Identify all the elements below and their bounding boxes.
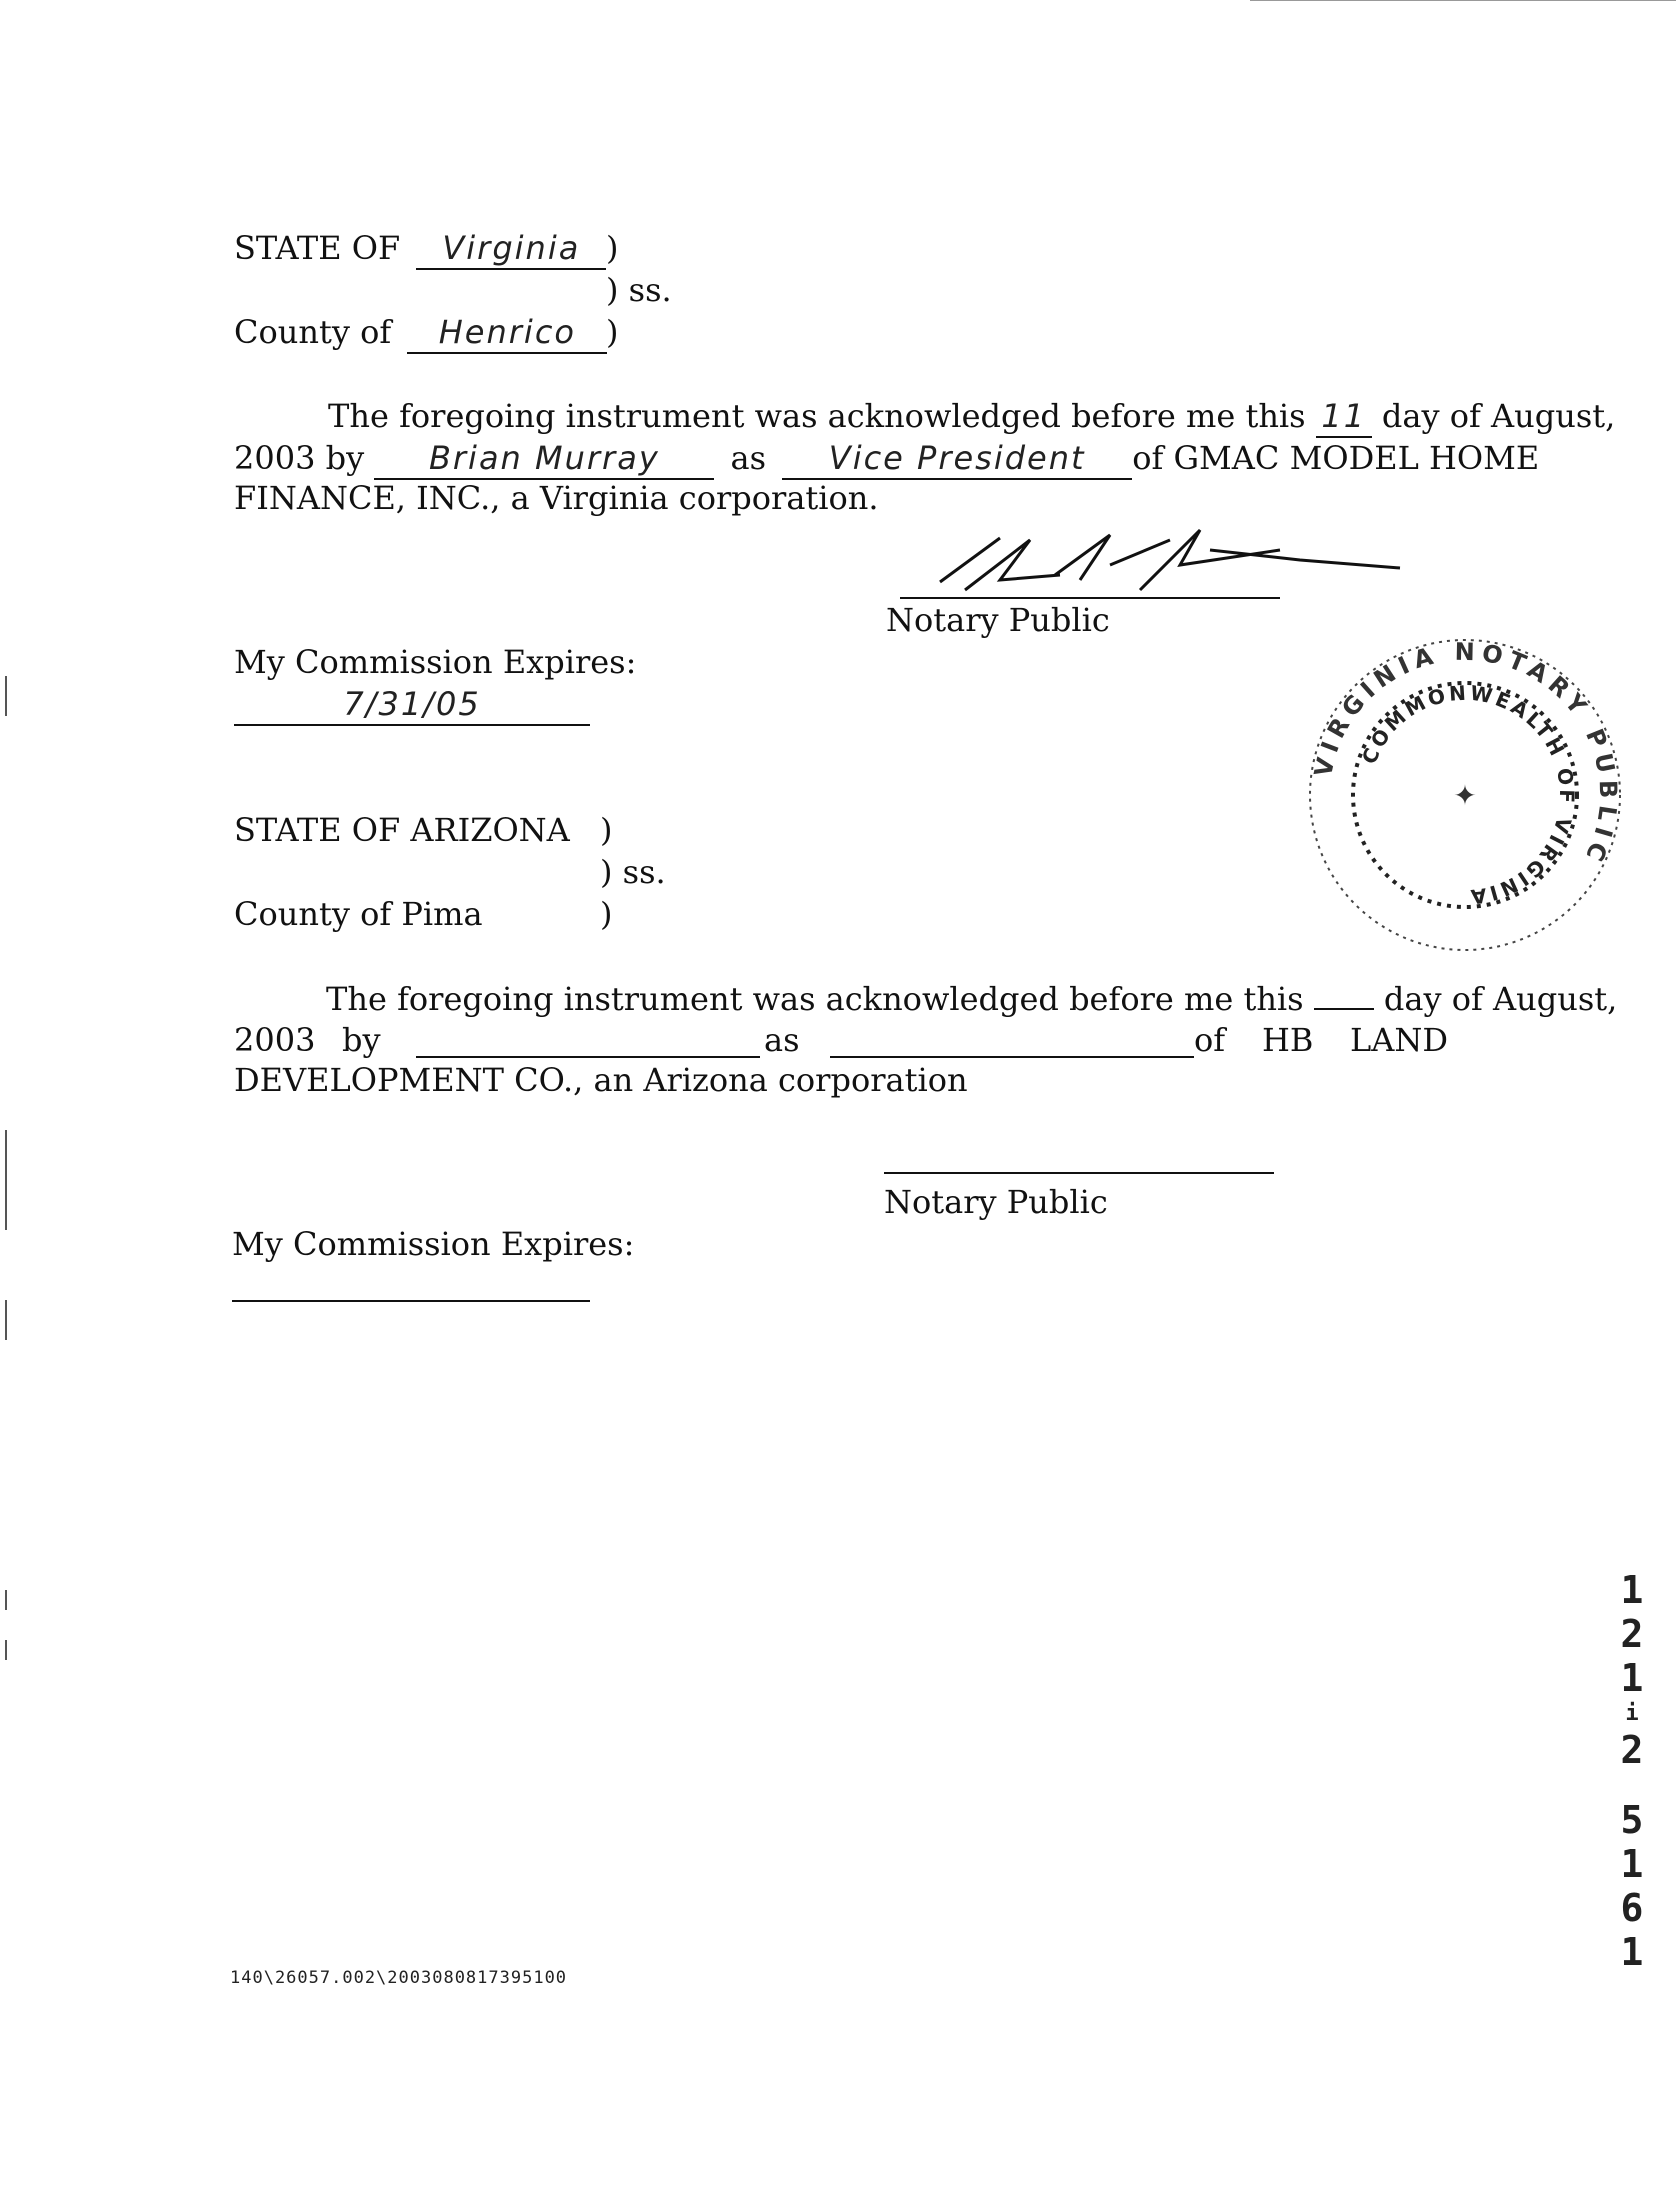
as-label: as: [730, 439, 767, 477]
side-digit: 1: [1620, 1842, 1644, 1886]
day-blank[interactable]: [1314, 978, 1374, 1010]
scan-mark: [5, 1640, 7, 1660]
acknowledgment-line-2: [234, 438, 1539, 480]
county-value-handwritten: Henrico: [407, 312, 607, 354]
ss-label: ) ss.: [606, 271, 672, 309]
seal-center-mark: ✦: [1453, 779, 1477, 812]
scan-mark: [5, 1130, 7, 1230]
ack-suffix: day of August,: [1381, 397, 1616, 435]
document-path-footer: 140\26057.002\2003080817395100: [230, 1968, 568, 1988]
scan-mark: [5, 676, 7, 716]
side-digit: 2: [1620, 1728, 1644, 1772]
of-label: of: [1194, 1021, 1226, 1059]
county-label: County of: [234, 313, 392, 351]
notary-public-label: Notary Public: [886, 601, 1110, 639]
of-company: of GMAC MODEL HOME: [1132, 439, 1540, 477]
acknowledgment-line-3: FINANCE, INC., a Virginia corporation.: [234, 479, 879, 517]
side-digit: 5: [1620, 1798, 1644, 1842]
as-label: as: [764, 1021, 800, 1059]
acknowledgment2-line-3: DEVELOPMENT CO., an Arizona corporation: [234, 1061, 968, 1099]
county-line-henrico: [234, 312, 607, 354]
seal-outer-text: VIRGINIA NOTARY PUBLIC: [1309, 637, 1623, 871]
county-line-pima: County of Pima: [234, 895, 483, 933]
state-line-virginia: [234, 228, 606, 270]
commission-date-blank[interactable]: [232, 1300, 590, 1302]
acknowledgment-line-1: [328, 396, 1615, 438]
day-value-handwritten: 11: [1316, 396, 1372, 438]
commission-date-handwritten: 7/31/05: [234, 684, 590, 726]
side-digit: 1: [1620, 1930, 1644, 1974]
year-2003: 2003: [234, 1021, 316, 1059]
land-label: LAND: [1350, 1021, 1449, 1059]
side-document-number: [1612, 1568, 1652, 1974]
name-blank[interactable]: [416, 1056, 760, 1058]
notary-signature-line[interactable]: [884, 1172, 1274, 1174]
ack-prefix: The foregoing instrument was acknowledged before me this: [328, 397, 1306, 435]
seal-inner-text: COMMONWEALTH OF VIRGINIA: [1356, 680, 1580, 910]
ack-suffix: day of August,: [1383, 980, 1618, 1018]
name-value-handwritten: Brian Murray: [374, 438, 714, 480]
side-digit: 1: [1620, 1656, 1644, 1700]
year-by: 2003 by: [234, 439, 365, 477]
scan-mark: [5, 1590, 7, 1610]
state-value-handwritten: Virginia: [416, 228, 606, 270]
paren: ): [606, 229, 619, 267]
state-line-arizona: STATE OF ARIZONA: [234, 811, 570, 849]
side-digit: 1: [1620, 1568, 1644, 1612]
scan-mark: [5, 1300, 7, 1340]
by-label: by: [342, 1021, 381, 1059]
paren: ): [600, 895, 613, 933]
commission-expires-label: My Commission Expires:: [232, 1225, 635, 1263]
notary-signature: [880, 520, 1420, 610]
side-digit: i: [1625, 1701, 1639, 1726]
hb-label: HB: [1262, 1021, 1314, 1059]
title-blank[interactable]: [830, 1056, 1194, 1058]
scan-edge-line: [1250, 0, 1676, 1]
side-digit: 6: [1620, 1886, 1644, 1930]
ss-label: ) ss.: [600, 853, 666, 891]
paren: ): [600, 811, 613, 849]
state-label: STATE OF: [234, 229, 401, 267]
notary-public-label: Notary Public: [884, 1183, 1108, 1221]
side-digit: 2: [1620, 1612, 1644, 1656]
paren: ): [606, 313, 619, 351]
acknowledgment2-line-1: [326, 978, 1617, 1019]
title-value-handwritten: Vice President: [782, 438, 1132, 480]
notary-seal: [1300, 630, 1630, 960]
ack-prefix: The foregoing instrument was acknowledged before me this: [326, 980, 1304, 1018]
commission-expires-label: My Commission Expires:: [234, 643, 637, 681]
